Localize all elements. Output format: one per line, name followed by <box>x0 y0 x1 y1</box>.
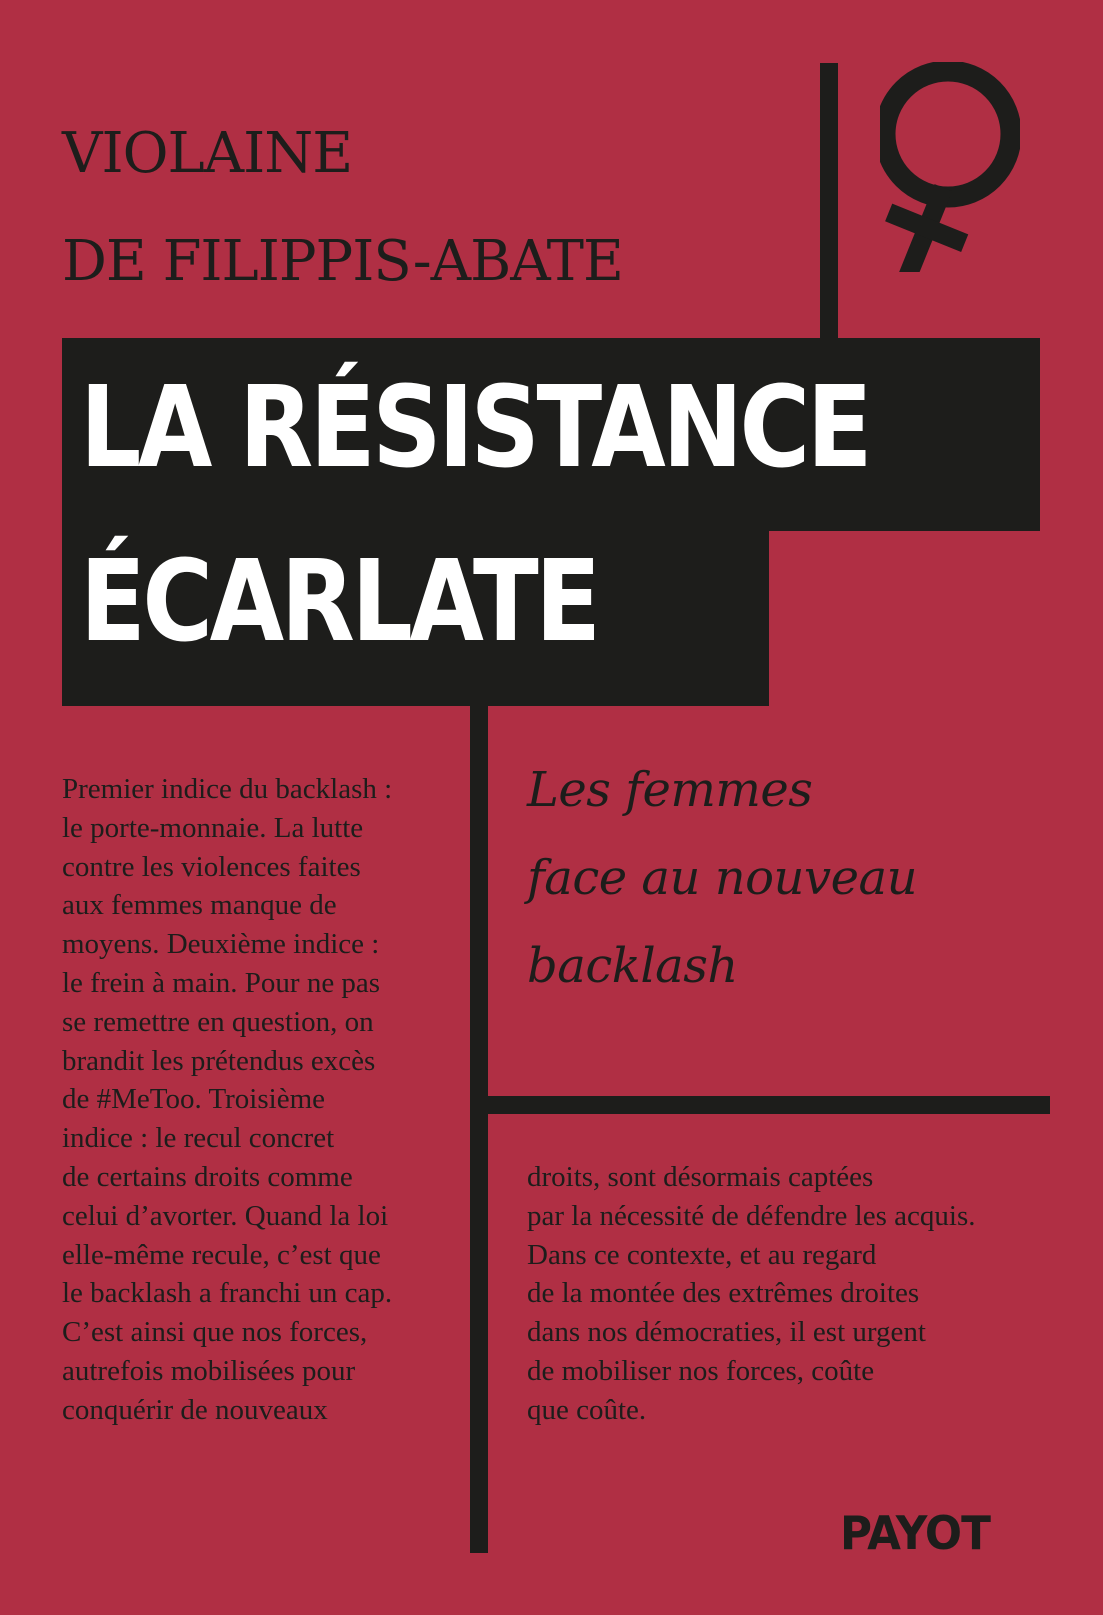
title-line-2: ÉCARLATE <box>80 537 598 667</box>
blurb-line: droits, sont désormais captées <box>527 1161 874 1193</box>
blurb-line: le backlash a franchi un cap. <box>62 1277 393 1310</box>
blurb-line: moyens. Deuxième indice : <box>62 928 380 961</box>
blurb-left-column <box>62 770 392 1430</box>
blurb-line: autrefois mobilisées pour <box>62 1354 356 1387</box>
blurb-line: Dans ce contexte, et au regard <box>527 1238 877 1271</box>
blurb-line: aux femmes manque de <box>62 889 337 922</box>
author-first-name: VIOLAINE <box>62 121 353 186</box>
horizontal-divider-line <box>487 1096 1050 1114</box>
blurb-line: conquérir de nouveaux <box>62 1393 328 1426</box>
blurb-line: se remettre en question, on <box>62 1005 374 1038</box>
blurb-line: le frein à main. Pour ne pas <box>62 966 381 999</box>
blurb-right-column <box>527 1158 975 1430</box>
blurb-line: par la nécessité de défendre les acquis. <box>527 1199 976 1232</box>
blurb-line: dans nos démocraties, il est urgent <box>527 1316 926 1349</box>
subtitle <box>527 746 917 1010</box>
blurb-line: contre les violences faites <box>62 850 361 883</box>
blurb-line: indice : le recul concret <box>62 1122 335 1155</box>
author-last-name: DE FILIPPIS-ABATE <box>62 229 623 294</box>
author-name <box>62 100 623 316</box>
lower-vertical-line <box>470 705 488 1553</box>
subtitle-line-2: face au nouveau <box>527 850 917 906</box>
blurb-line: celui d’avorter. Quand la loi <box>62 1199 389 1232</box>
subtitle-line-1: Les femmes <box>527 762 813 818</box>
blurb-line: de mobiliser nos forces, coûte <box>527 1354 875 1387</box>
publisher-logo: PAYOT <box>840 1506 990 1560</box>
title-line-1: LA RÉSISTANCE <box>80 363 870 493</box>
blurb-line: Premier indice du backlash : <box>62 773 393 805</box>
blurb-line: que coûte. <box>527 1393 647 1426</box>
blurb-line: de #MeToo. Troisième <box>62 1083 325 1116</box>
subtitle-line-3: backlash <box>527 938 738 994</box>
blurb-line: de certains droits comme <box>62 1160 353 1193</box>
blurb-line: le porte-monnaie. La lutte <box>62 811 364 844</box>
blurb-line: elle-même recule, c’est que <box>62 1238 381 1271</box>
blurb-line: de la montée des extrêmes droites <box>527 1277 920 1310</box>
blurb-line: brandit les prétendus excès <box>62 1044 376 1077</box>
blurb-line: C’est ainsi que nos forces, <box>62 1316 368 1349</box>
venus-symbol-icon <box>880 62 1020 272</box>
upper-vertical-line <box>820 63 838 339</box>
